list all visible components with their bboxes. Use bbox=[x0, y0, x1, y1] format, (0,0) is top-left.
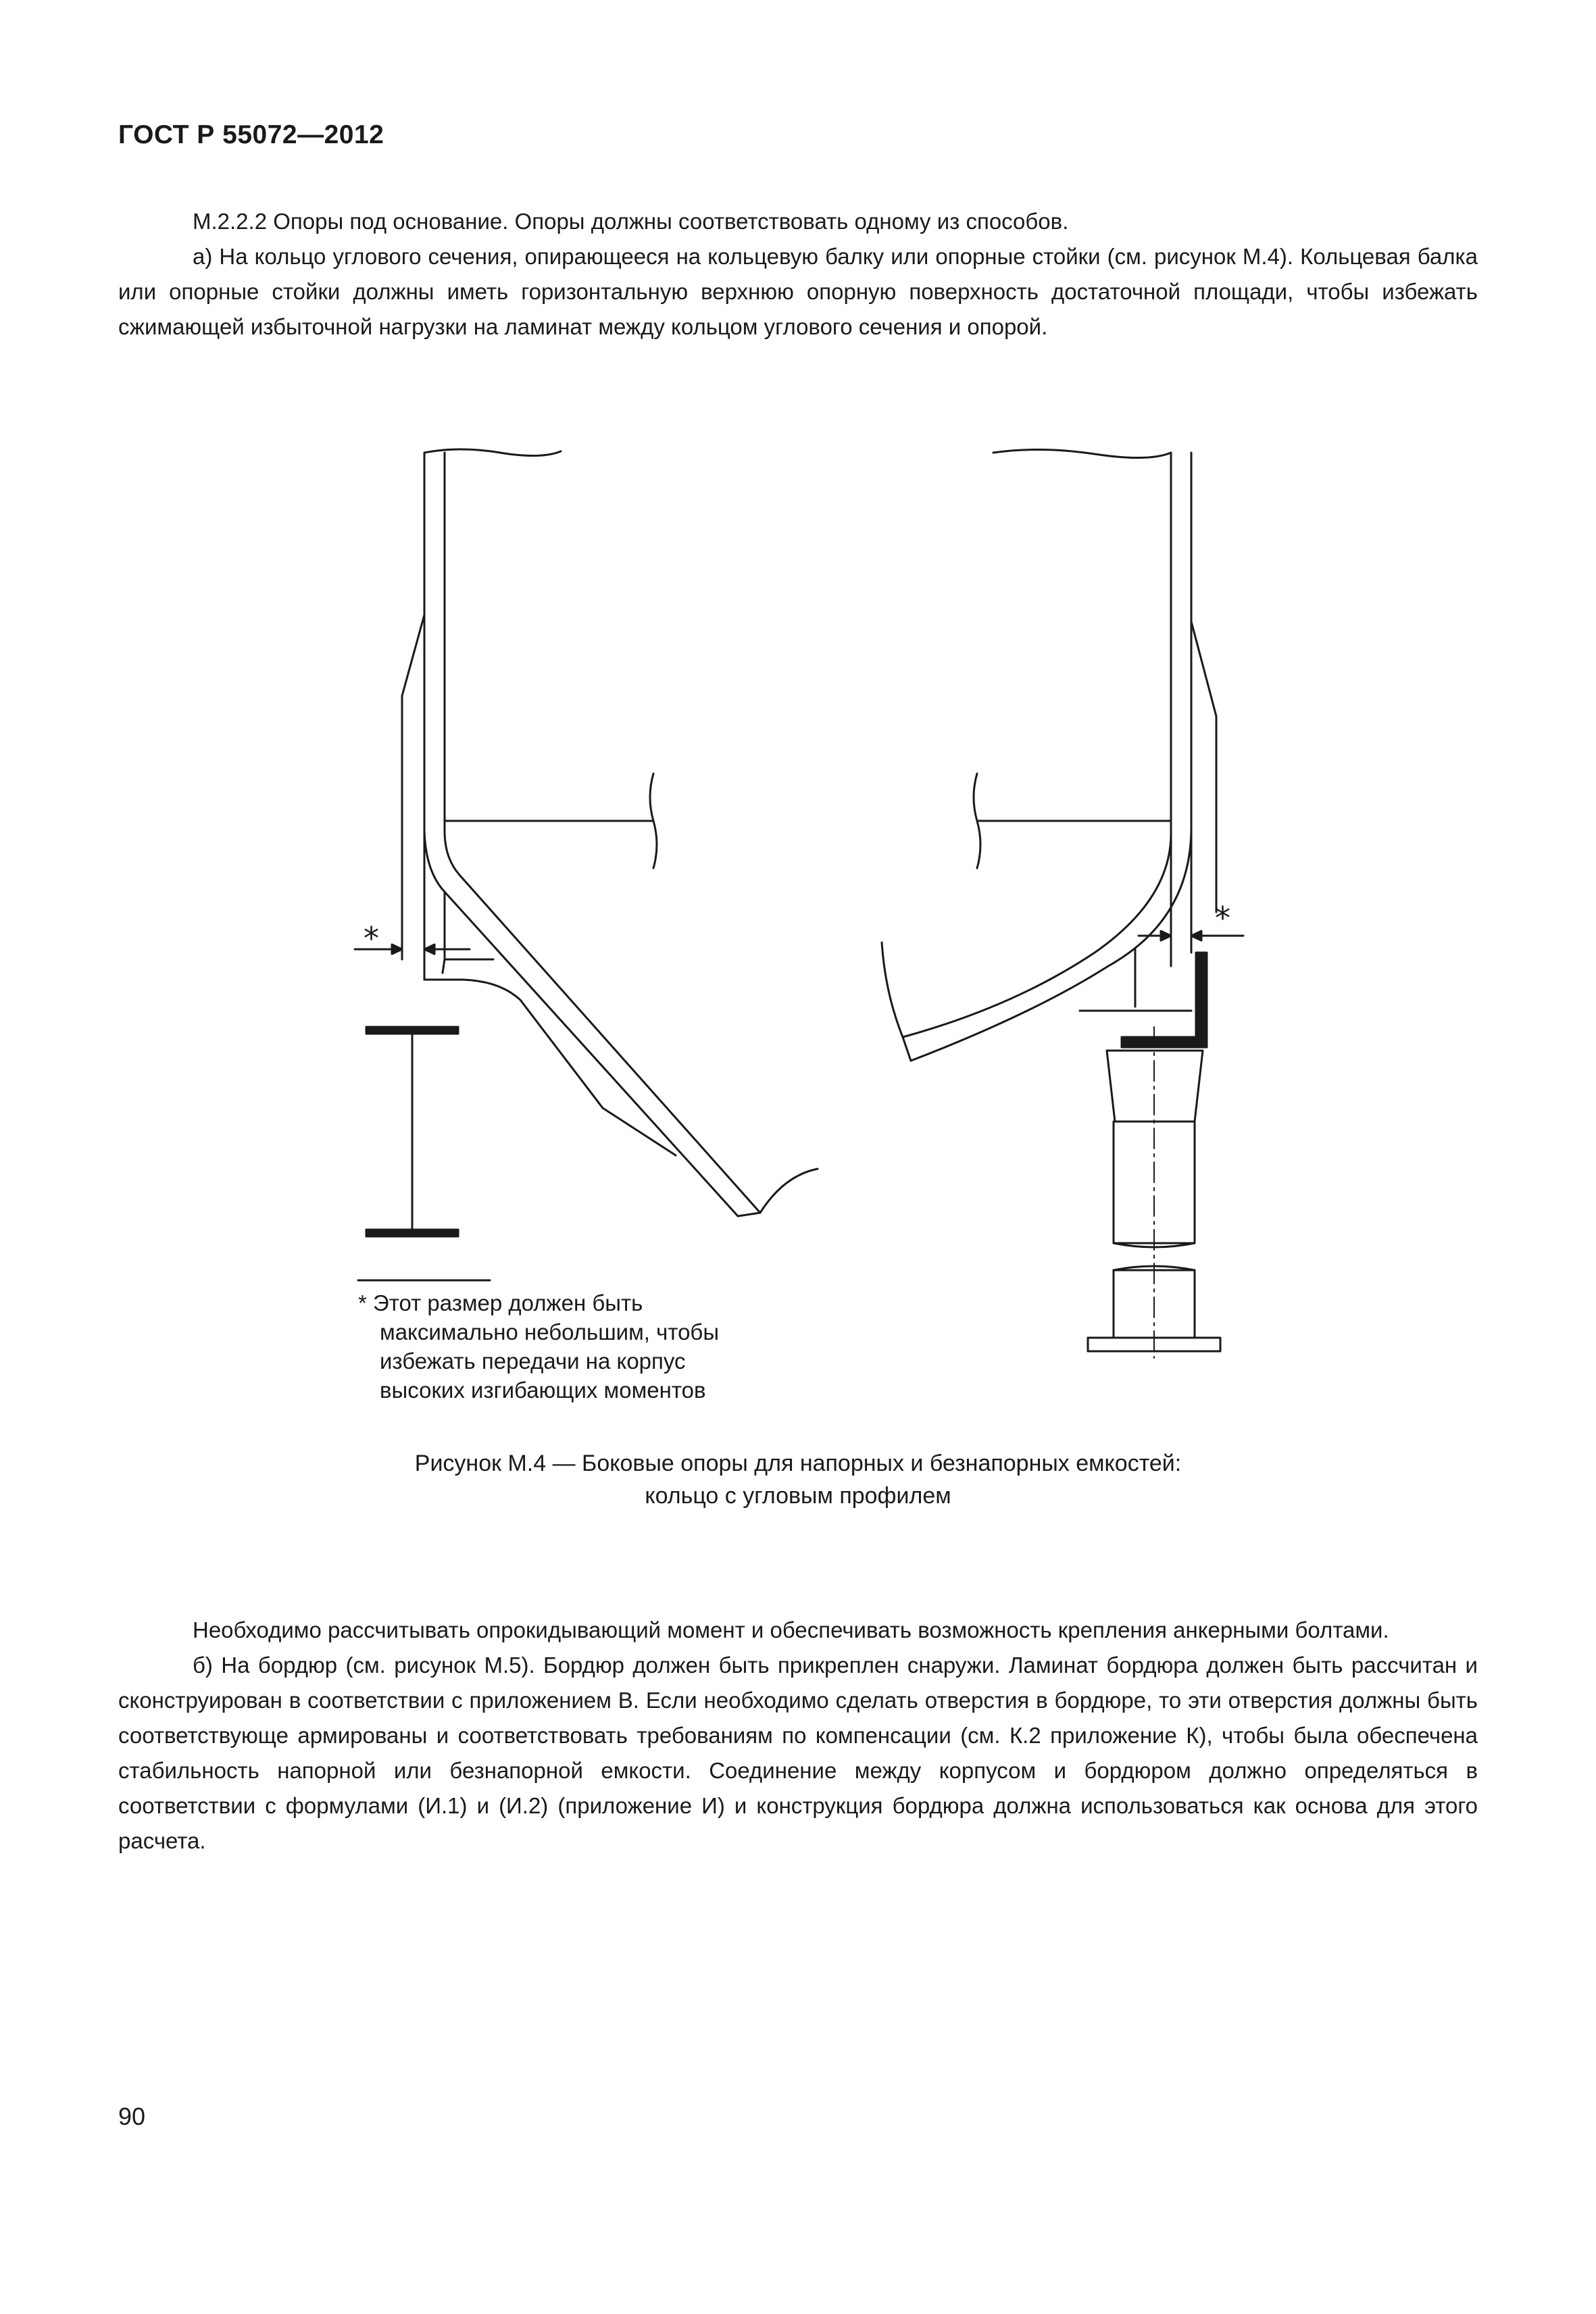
section-top bbox=[118, 204, 1478, 345]
section-bottom bbox=[118, 1613, 1478, 1859]
right-support-drawing bbox=[882, 449, 1243, 1358]
figure-footnote-line-4: высоких изгибающих моментов bbox=[380, 1378, 706, 1403]
page-number: 90 bbox=[118, 2103, 146, 2130]
paragraph-clause-m2-2-2: М.2.2.2 Опоры под основание. Опоры должны соответствовать одному из способов. bbox=[193, 209, 1069, 234]
figure-caption-line-2: кольцо с угловым профилем bbox=[645, 1483, 951, 1509]
figure-footnote bbox=[358, 1288, 719, 1405]
figure-footnote-line-2: максимально небольшим, чтобы bbox=[380, 1319, 720, 1344]
figure-m4-drawing bbox=[324, 426, 1270, 1405]
document-header: ГОСТ Р 55072—2012 bbox=[118, 120, 384, 149]
figure-footnote-line-1: * Этот размер должен быть bbox=[358, 1290, 643, 1315]
paragraph-option-a: а) На кольцо углового сечения, опирающееся на кольцевую балку или опорные стойки (см. рисунок М.4). Кольцевая балка или опорные стойки должны иметь горизонтальную верхнюю опорную поверхность достаточной площади, чтобы избежать сжимающей избыточной нагрузки на ламинат между кольцом углового сечения и опорой. bbox=[118, 244, 1478, 339]
figure-footnote-line-3: избежать передачи на корпус bbox=[380, 1349, 686, 1374]
paragraph-option-b: б) На бордюр (см. рисунок М.5). Бордюр должен быть прикреплен снаружи. Ламинат бордюра должен быть рассчитан и сконструирован в соответствии с приложением В. Если необходимо сделать отверстия в бордюре, то эти отверстия должны быть соответствующе армированы и соответствовать требованиям по компенсации (см. К.2 приложение К), чтобы была обеспечена стабильность напорной или безнапорной емкости. Соединение между корпусом и бордюром должно определяться в соответствии с формулами (И.1) и (И.2) (приложение И) и конструкция бордюра должна использоваться как основа для этого расчета. bbox=[118, 1653, 1478, 1853]
figure-caption-line-1: Рисунок М.4 — Боковые опоры для напорных и безнапорных емкостей: bbox=[414, 1451, 1182, 1476]
dimension-asterisk-right: * bbox=[1215, 900, 1230, 936]
dimension-asterisk-left: * bbox=[364, 920, 379, 957]
figure-m4 bbox=[324, 426, 1270, 1405]
left-support-drawing bbox=[355, 449, 818, 1280]
figure-caption bbox=[118, 1447, 1478, 1512]
paragraph-overturning-moment: Необходимо рассчитывать опрокидывающий момент и обеспечивать возможность крепления анкерными болтами. bbox=[193, 1617, 1389, 1642]
